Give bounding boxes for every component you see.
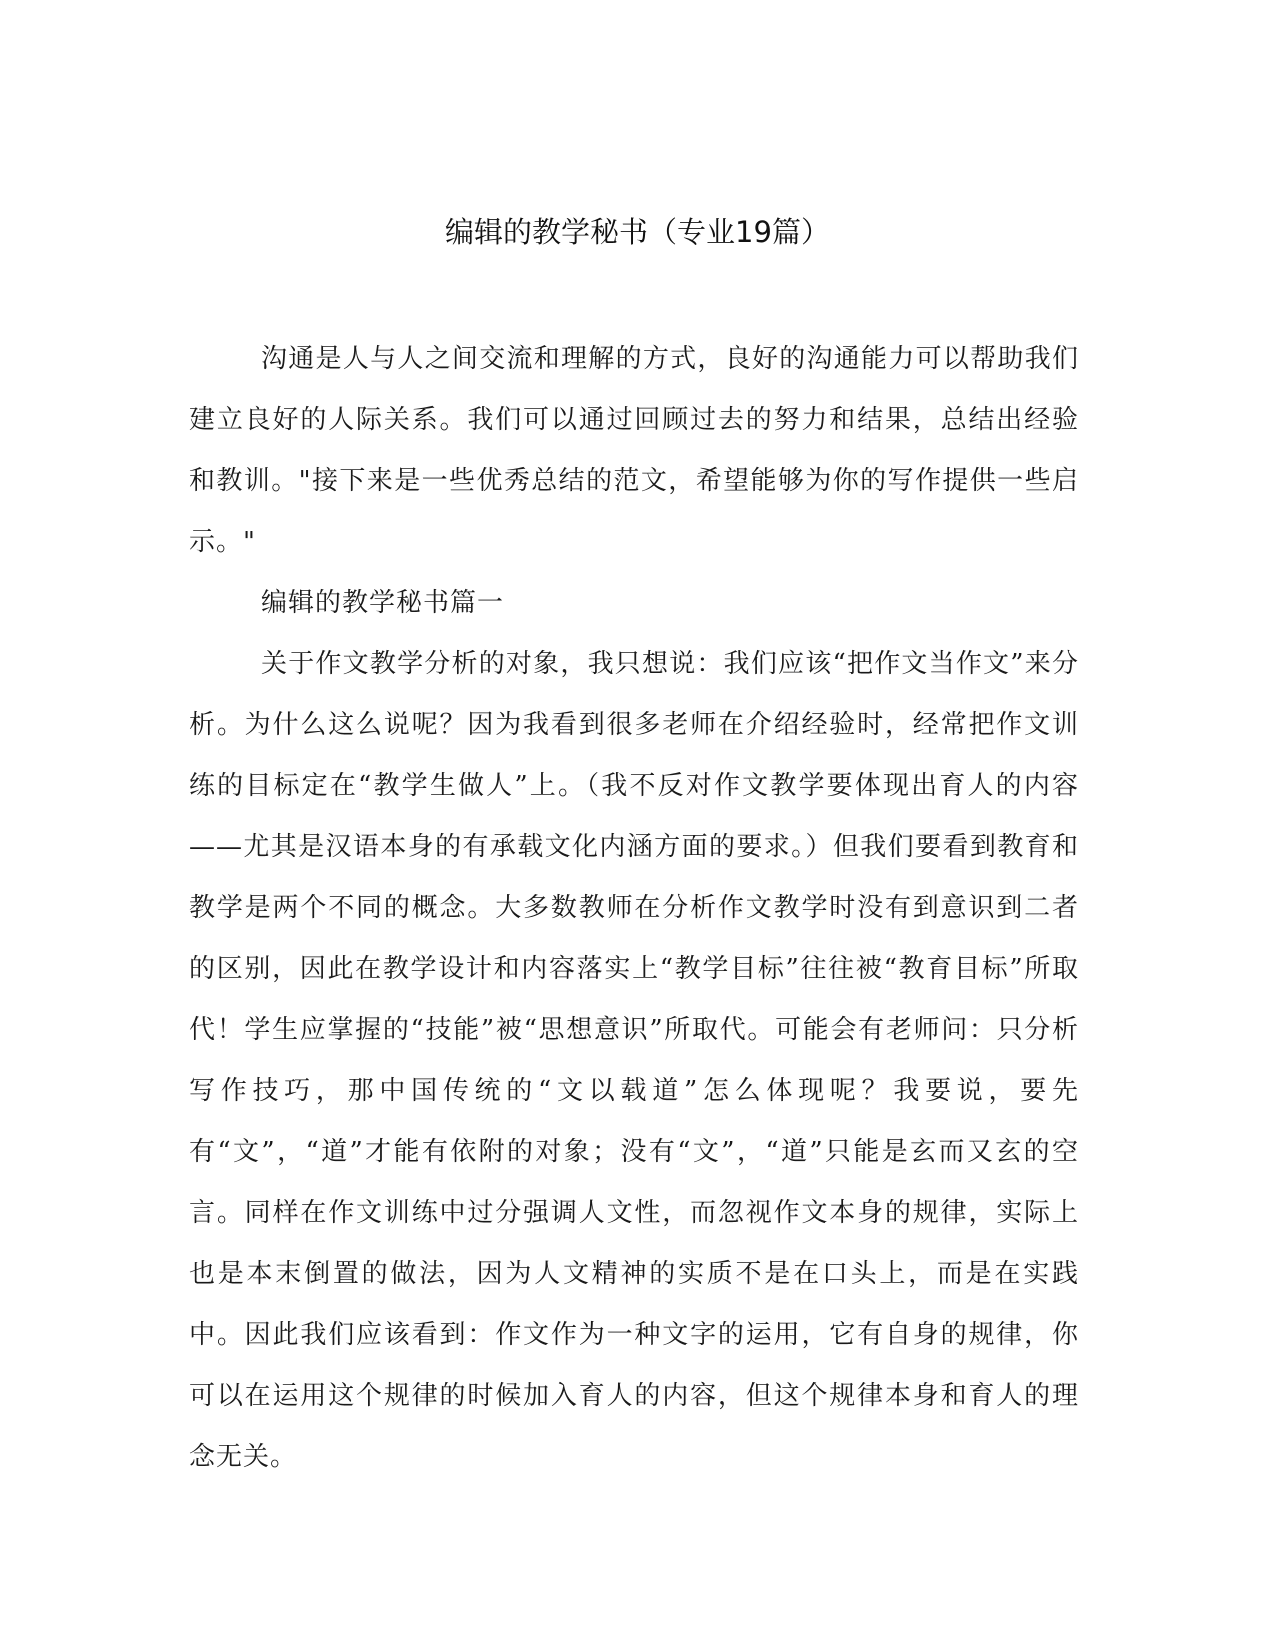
intro-paragraph: 沟通是人与人之间交流和理解的方式，良好的沟通能力可以帮助我们建立良好的人际关系。我们可以通过回顾过去的努力和结果，总结出经验和教训。"接下来是一些优秀总结的范文，希望能够为你的写作提供一些启示。" bbox=[189, 344, 1079, 557]
section-heading: 编辑的教学秘书篇一 bbox=[261, 588, 505, 618]
body-paragraph: 关于作文教学分析的对象，我只想说：我们应该“把作文当作文”来分析。为什么这么说呢？因为我看到很多老师在介绍经验时，经常把作文训练的目标定在“教学生做人”上。（我不反对作文教学要体现出育人的内容——尤其是汉语本身的有承载文化内涵方面的要求。）但我们要看到教育和教学是两个不同的概念。大多数教师在分析作文教学时没有到意识到二者的区别，因此在教学设计和内容落实上“教学目标”往往被“教育目标”所取代！学生应掌握的“技能”被“思想意识”所取代。可能会有老师问：只分析写作技巧，那中国传统的“文以载道”怎么体现呢？我要说，要先有“文”，“道”才能有依附的对象；没有“文”，“道”只能是玄而又玄的空言。同样在作文训练中过分强调人文性，而忽视作文本身的规律，实际上也是本末倒置的做法，因为人文精神的实质不是在口头上，而是在实践中。因此我们应该看到：作文作为一种文字的运用，它有自身的规律，你可以在运用这个规律的时候加入育人的内容，但这个规律本身和育人的理念无关。 bbox=[189, 649, 1079, 1472]
document-title: 编辑的教学秘书（专业19篇） bbox=[445, 215, 830, 249]
document-body bbox=[189, 329, 1079, 1488]
